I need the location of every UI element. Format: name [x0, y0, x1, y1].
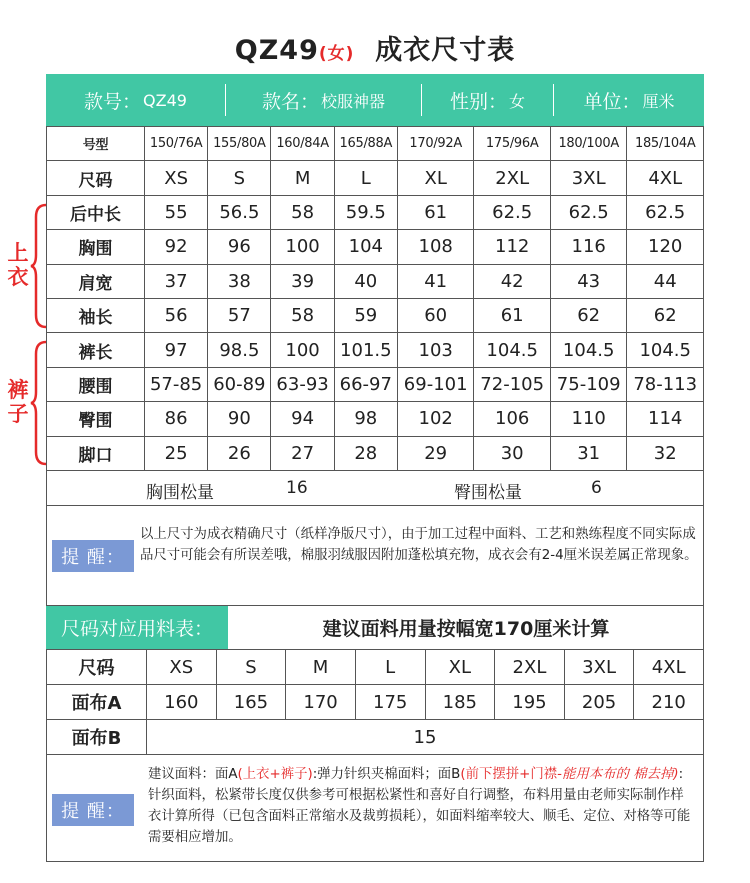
size-row: [47, 298, 704, 332]
size-cell: 39: [271, 264, 334, 298]
style-value: QZ49: [143, 90, 187, 110]
size-cell: 27: [271, 436, 334, 470]
fabric-cell: XL: [425, 650, 495, 685]
reminder-text: 以上尺寸为成衣精确尺寸（纸样净版尺寸），由于加工过程中面料、工艺和熟练程度不同实际成品尺寸可能会有所误差哦，棉服羽绒服因附加蓬松填充物，成衣会有2-4厘米误差属正常现象。: [140, 527, 698, 563]
size-cell: 66-97: [334, 367, 397, 401]
size-row-label: 胸围: [47, 230, 145, 264]
size-cell: 101.5: [334, 333, 397, 367]
size-cell: 112: [474, 230, 551, 264]
title-gender: (女): [318, 44, 355, 64]
size-cell: 104.5: [627, 333, 704, 367]
size-cell: 110: [550, 402, 627, 436]
size-cell: 59.5: [334, 195, 397, 229]
fabric-row: [47, 650, 704, 685]
size-cell: 62: [550, 298, 627, 332]
gender: [422, 84, 554, 116]
fabric-cell: L: [355, 650, 425, 685]
name-value: 校服神器: [321, 91, 386, 111]
size-cell: 90: [208, 402, 271, 436]
chest-ease-label: 胸围松量: [146, 483, 214, 503]
size-row: [47, 161, 704, 195]
material-note: 建议面料用量按幅宽170厘米计算: [322, 618, 610, 640]
size-cell: 96: [208, 230, 271, 264]
size-cell: 61: [397, 195, 474, 229]
size-cell: XS: [145, 161, 208, 195]
size-cell: 100: [271, 333, 334, 367]
reminder2-badge: 提 醒：: [52, 794, 134, 826]
size-row-label: 后中长: [47, 195, 145, 229]
rem2-part2: (上衣+裤子): [237, 767, 313, 782]
size-row-label: 脚口: [47, 436, 145, 470]
size-row: [47, 402, 704, 436]
fabric-cell: 210: [634, 685, 704, 720]
size-row-label: 号型: [47, 127, 145, 161]
fabric-cell: 3XL: [564, 650, 634, 685]
size-row-label: 袖长: [47, 298, 145, 332]
size-cell: 75-109: [550, 367, 627, 401]
size-table: [46, 126, 704, 471]
size-cell: 94: [271, 402, 334, 436]
fabric-row: [47, 685, 704, 720]
size-cell: L: [334, 161, 397, 195]
hip-ease-value: 6: [591, 478, 602, 498]
size-cell: 58: [271, 298, 334, 332]
size-cell: 103: [397, 333, 474, 367]
size-cell: 57: [208, 298, 271, 332]
size-cell: 62.5: [550, 195, 627, 229]
size-cell: 102: [397, 402, 474, 436]
unit-label: 单位：: [583, 90, 641, 113]
size-cell: 3XL: [550, 161, 627, 195]
size-cell: 41: [397, 264, 474, 298]
rem2-part5: 能用本布的 棉去掉): [561, 767, 679, 782]
size-cell: 58: [271, 195, 334, 229]
rem2-part3: :弹力针织夹棉面料；面B: [312, 767, 461, 782]
size-cell: 72-105: [474, 367, 551, 401]
gender-value: 女: [509, 91, 526, 111]
size-cell: 28: [334, 436, 397, 470]
size-row: [47, 264, 704, 298]
size-cell: 29: [397, 436, 474, 470]
size-cell: 97: [145, 333, 208, 367]
info-header: [46, 74, 704, 126]
fabric-cell: 185: [425, 685, 495, 720]
size-cell: 57-85: [145, 367, 208, 401]
name-label: 款名：: [261, 90, 319, 113]
size-cell: 62.5: [627, 195, 704, 229]
top-brace: [30, 203, 50, 329]
style-name: [226, 84, 422, 116]
fabric-cell: S: [216, 650, 286, 685]
title-code: QZ49: [234, 35, 319, 66]
unit: [554, 84, 704, 116]
size-row-label: 肩宽: [47, 264, 145, 298]
size-cell: 42: [474, 264, 551, 298]
chest-ease-value: 16: [286, 478, 308, 498]
looseness-row: [46, 470, 704, 506]
size-cell: 160/84A: [271, 127, 334, 161]
rem2-part4: (前下摆拼+门襟-: [460, 767, 562, 782]
size-row: [47, 436, 704, 470]
size-cell: 2XL: [474, 161, 551, 195]
size-cell: 59: [334, 298, 397, 332]
reminder2-text: [148, 764, 696, 848]
size-cell: 69-101: [397, 367, 474, 401]
size-cell: 108: [397, 230, 474, 264]
size-cell: 116: [550, 230, 627, 264]
size-cell: 104.5: [550, 333, 627, 367]
fabric-cell: 4XL: [634, 650, 704, 685]
fabric-table: [46, 649, 704, 755]
size-cell: XL: [397, 161, 474, 195]
size-row: [47, 195, 704, 229]
top-side-label: 上衣: [7, 241, 29, 289]
size-cell: S: [208, 161, 271, 195]
size-cell: 62.5: [474, 195, 551, 229]
size-cell: 56: [145, 298, 208, 332]
rem2-part6: :针织面料，松紧带长度仅供参考可根据松紧性和喜好自行调整，布料用量由老师实际制作样衣计算所得（已包含面料正常缩水及裁剪损耗），如面料缩率较大、顺毛、定位、对格等可能需要相应增加。: [148, 767, 691, 845]
size-cell: 25: [145, 436, 208, 470]
rem2-part1: 建议面料：面A: [148, 767, 238, 782]
size-cell: 4XL: [627, 161, 704, 195]
size-cell: 185/104A: [627, 127, 704, 161]
size-cell: 40: [334, 264, 397, 298]
page-title: [0, 28, 750, 67]
size-cell: 98.5: [208, 333, 271, 367]
unit-value: 厘米: [642, 91, 675, 111]
fabric-b-value: 15: [147, 720, 704, 755]
pants-brace: [30, 340, 50, 466]
size-cell: 56.5: [208, 195, 271, 229]
size-cell: 30: [474, 436, 551, 470]
reminder-badge: 提 醒：: [52, 540, 134, 572]
gender-label: 性别：: [449, 90, 507, 113]
size-cell: 60: [397, 298, 474, 332]
title-text: 成衣尺寸表: [375, 35, 516, 66]
size-cell: 43: [550, 264, 627, 298]
fabric-cell: 205: [564, 685, 634, 720]
size-cell: 104: [334, 230, 397, 264]
size-cell: 62: [627, 298, 704, 332]
fabric-cell: 170: [286, 685, 356, 720]
fabric-cell: 2XL: [495, 650, 565, 685]
reminder-material: [46, 754, 704, 862]
fabric-cell: 160: [147, 685, 217, 720]
reminder-size: [46, 506, 704, 606]
size-cell: 175/96A: [474, 127, 551, 161]
size-cell: 180/100A: [550, 127, 627, 161]
size-cell: 155/80A: [208, 127, 271, 161]
size-cell: 44: [627, 264, 704, 298]
size-row-label: 尺码: [47, 161, 145, 195]
size-cell: 86: [145, 402, 208, 436]
size-row: [47, 230, 704, 264]
size-cell: 150/76A: [145, 127, 208, 161]
size-cell: 104.5: [474, 333, 551, 367]
fabric-cell: 195: [495, 685, 565, 720]
size-row-label: 腰围: [47, 367, 145, 401]
size-cell: 31: [550, 436, 627, 470]
style-label: 款号：: [84, 90, 142, 113]
size-row-label: 臀围: [47, 402, 145, 436]
fabric-row-label: 面布B: [47, 720, 147, 755]
size-cell: 37: [145, 264, 208, 298]
size-row: [47, 127, 704, 161]
size-cell: 170/92A: [397, 127, 474, 161]
hip-ease-label: 臀围松量: [454, 483, 522, 503]
size-cell: 55: [145, 195, 208, 229]
size-cell: 106: [474, 402, 551, 436]
size-cell: 38: [208, 264, 271, 298]
fabric-cell: M: [286, 650, 356, 685]
size-cell: M: [271, 161, 334, 195]
size-cell: 32: [627, 436, 704, 470]
fabric-cell: 175: [355, 685, 425, 720]
pants-side-label: 裤子: [7, 378, 29, 426]
size-cell: 114: [627, 402, 704, 436]
size-cell: 98: [334, 402, 397, 436]
size-cell: 100: [271, 230, 334, 264]
size-cell: 165/88A: [334, 127, 397, 161]
fabric-row-label: 尺码: [47, 650, 147, 685]
size-cell: 26: [208, 436, 271, 470]
size-cell: 92: [145, 230, 208, 264]
style-number: [46, 84, 226, 116]
size-cell: 60-89: [208, 367, 271, 401]
fabric-row: [47, 720, 704, 755]
size-row: [47, 367, 704, 401]
size-row-label: 裤长: [47, 333, 145, 367]
material-title: 尺码对应用料表：: [46, 606, 228, 649]
fabric-row-label: 面布A: [47, 685, 147, 720]
size-cell: 61: [474, 298, 551, 332]
size-cell: 78-113: [627, 367, 704, 401]
material-header: [46, 606, 704, 650]
fabric-cell: 165: [216, 685, 286, 720]
size-row: [47, 333, 704, 367]
fabric-cell: XS: [147, 650, 217, 685]
size-cell: 63-93: [271, 367, 334, 401]
size-cell: 120: [627, 230, 704, 264]
